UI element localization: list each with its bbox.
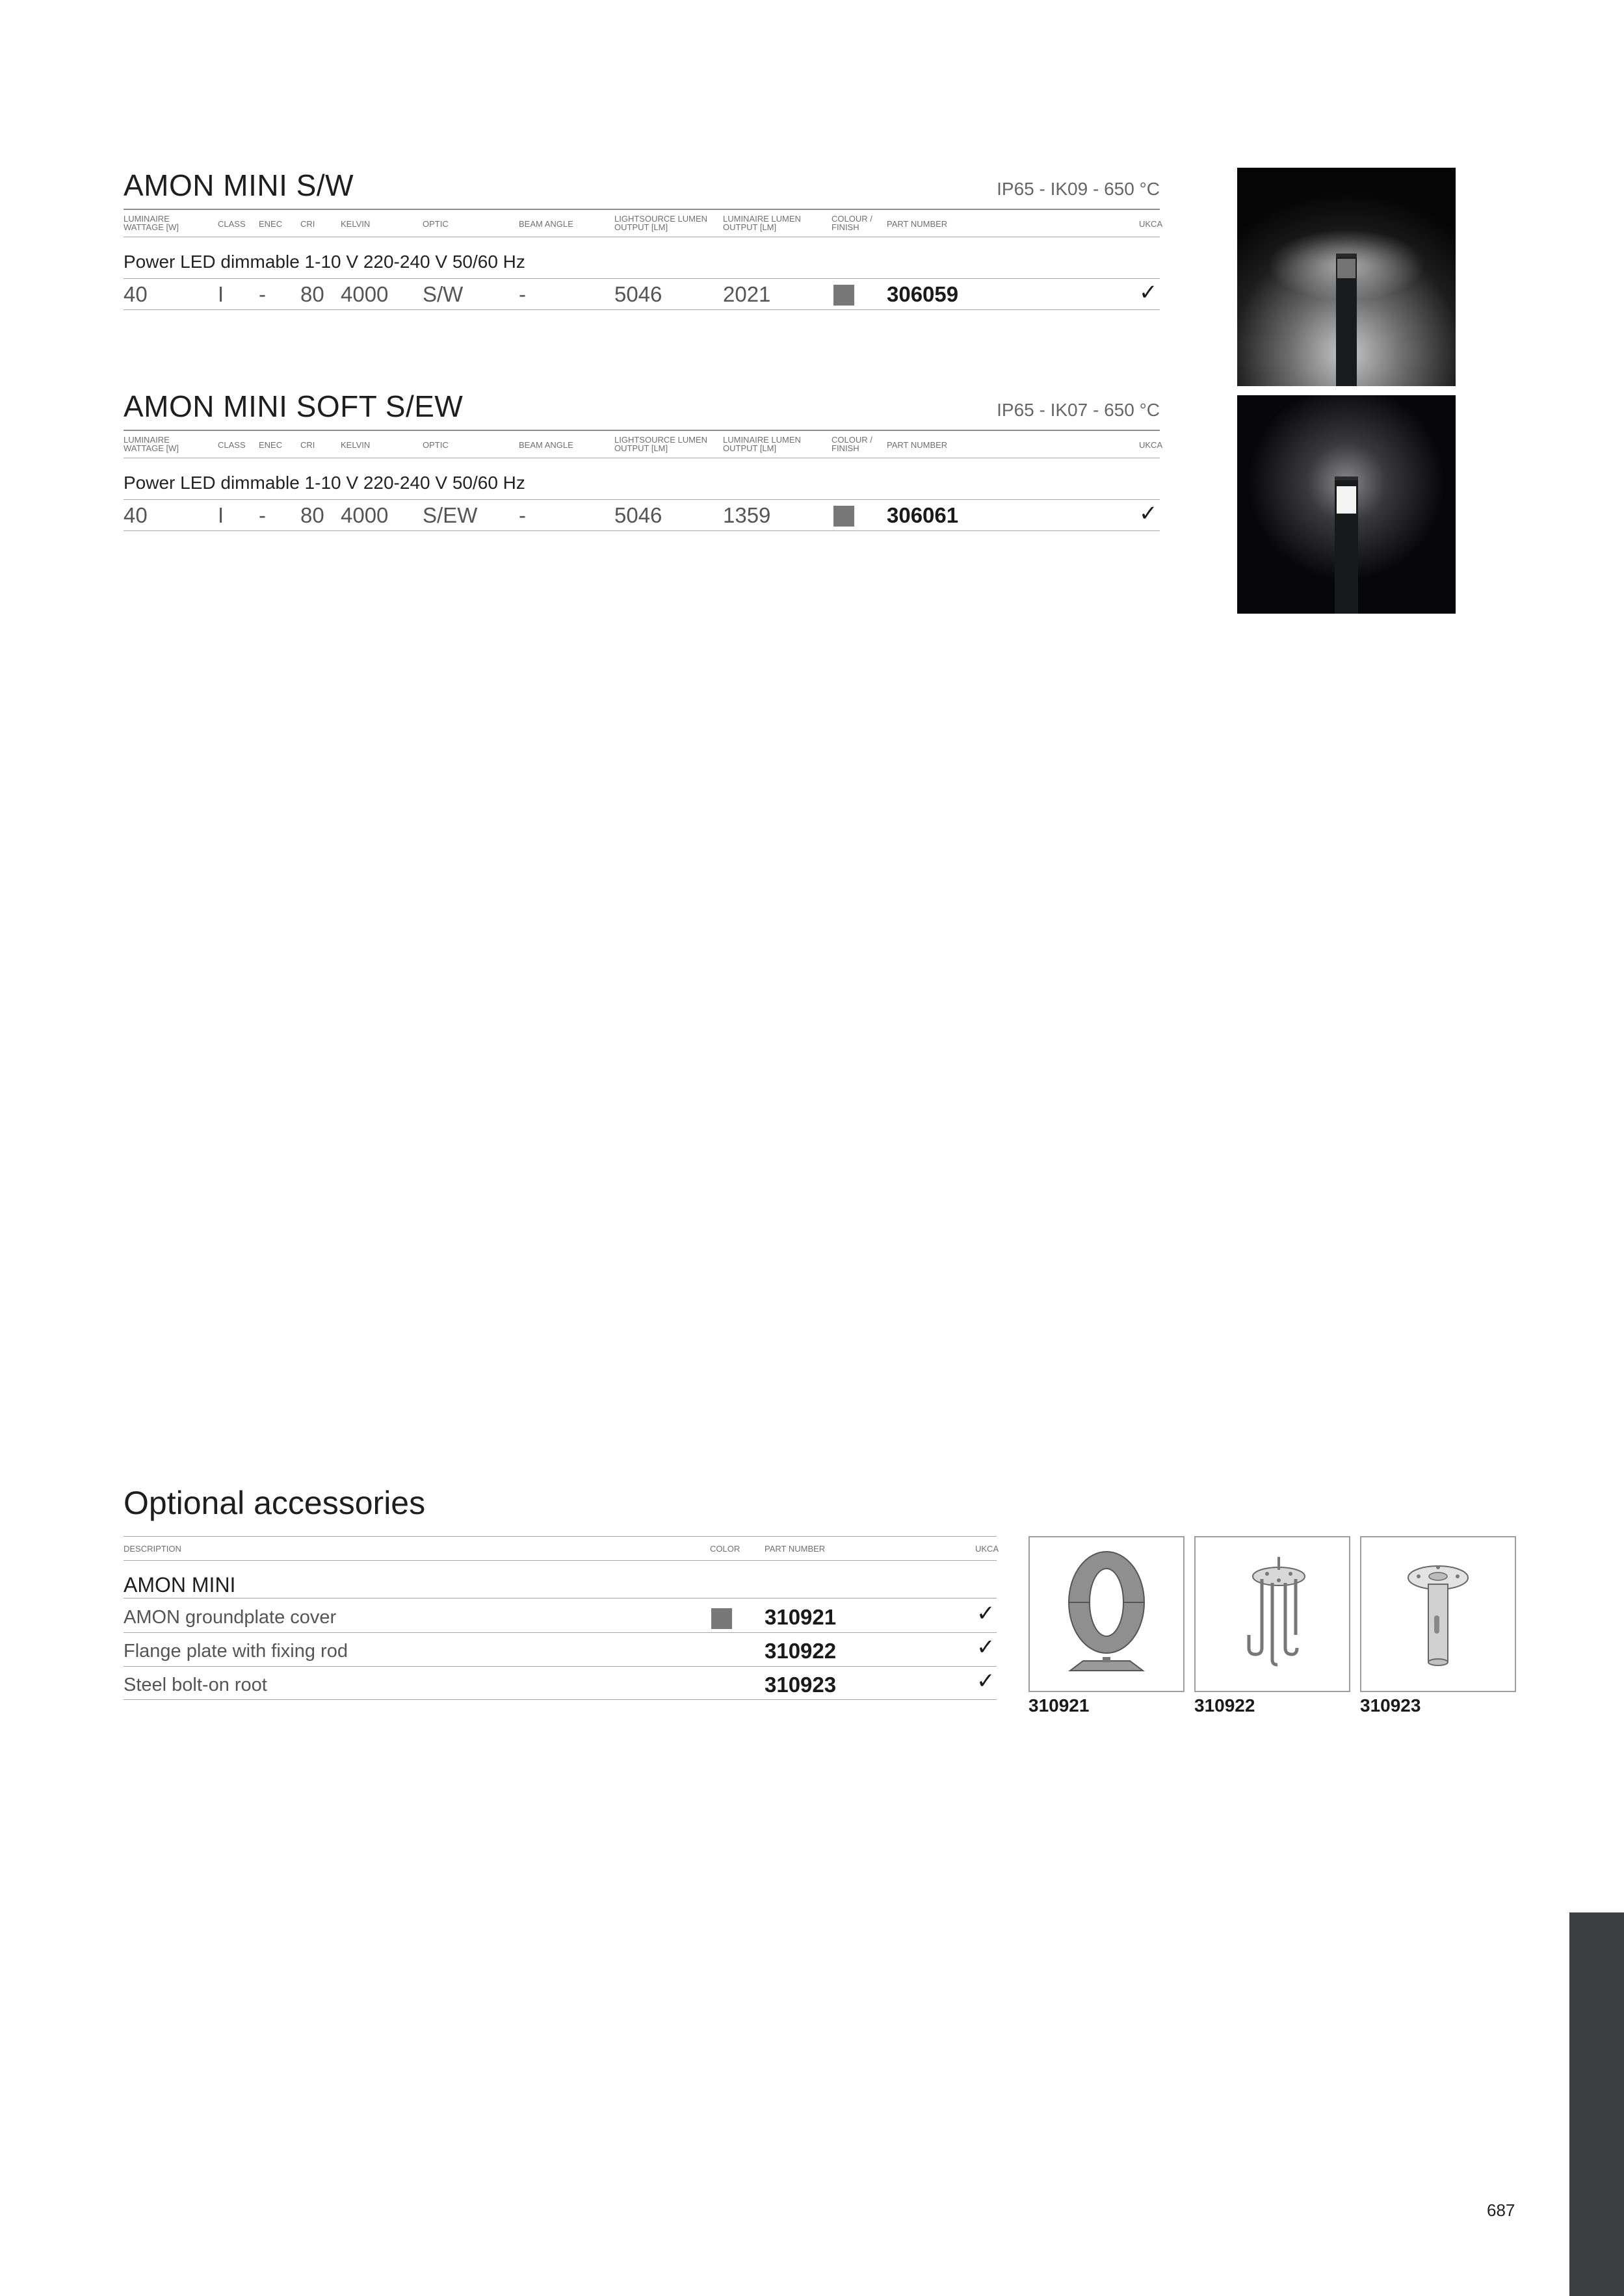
product-description: Power LED dimmable 1-10 V 220-240 V 50/60 Hz	[124, 473, 525, 493]
page-number: 687	[1487, 2200, 1515, 2220]
groundplate-cover-drawing	[1028, 1536, 1185, 1692]
accessory-description: AMON groundplate cover	[124, 1607, 337, 1628]
cell-beam-angle: -	[519, 282, 526, 306]
colour-swatch	[833, 506, 854, 527]
part-number: 306061	[887, 503, 959, 527]
cell-enec: -	[259, 282, 266, 306]
cell-optic: S/W	[423, 282, 464, 306]
cell-lightsource-lumen: 5046	[614, 282, 662, 306]
product-title: AMON MINI S/W	[124, 168, 354, 202]
divider	[124, 1536, 997, 1537]
divider	[124, 1699, 997, 1700]
cell-luminaire-lumen: 1359	[723, 503, 771, 527]
header-optic: OPTIC	[423, 440, 449, 450]
cell-cri: 80	[300, 503, 324, 527]
cell-lightsource-lumen: 5046	[614, 503, 662, 527]
cell-class: I	[218, 282, 224, 306]
accessory-caption: 310922	[1194, 1695, 1255, 1715]
accessory-part-number: 310923	[765, 1673, 837, 1697]
product-rating: IP65 - IK07 - 650 °C	[997, 400, 1160, 420]
product-description: Power LED dimmable 1-10 V 220-240 V 50/60 Hz	[124, 252, 525, 272]
accessory-caption: 310921	[1028, 1695, 1090, 1715]
header-wattage: LUMINAIRE WATTAGE [W]	[124, 214, 179, 232]
cell-kelvin: 4000	[341, 503, 389, 527]
cell-class: I	[218, 503, 224, 527]
colour-swatch	[833, 285, 854, 306]
header-part-number: PART NUMBER	[887, 219, 948, 229]
cell-luminaire-lumen: 2021	[723, 282, 771, 306]
ukca-check-icon: ✓	[1139, 501, 1158, 526]
accessory-description: Flange plate with fixing rod	[124, 1641, 348, 1662]
cell-wattage: 40	[124, 503, 148, 527]
header-part-number: PART NUMBER	[765, 1544, 826, 1554]
header-colour-finish: COLOUR / FINISH	[832, 435, 872, 453]
ukca-check-icon: ✓	[1139, 280, 1158, 305]
header-class: CLASS	[218, 219, 246, 229]
divider	[124, 209, 1160, 210]
side-tab	[1569, 1912, 1624, 2296]
cell-beam-angle: -	[519, 503, 526, 527]
header-beam-angle: BEAM ANGLE	[519, 440, 573, 450]
accessory-part-number: 310921	[765, 1605, 837, 1629]
accessory-part-number: 310922	[765, 1639, 837, 1663]
cell-optic: S/EW	[423, 503, 478, 527]
divider	[124, 530, 1160, 531]
header-kelvin: KELVIN	[341, 440, 371, 450]
header-cri: CRI	[300, 219, 315, 229]
accessories-title: Optional accessories	[124, 1485, 426, 1521]
header-ukca: UKCA	[1139, 440, 1163, 450]
header-lightsource-lumen: LIGHTSOURCE LUMEN OUTPUT [LM]	[614, 435, 708, 453]
header-luminaire-lumen: LUMINAIRE LUMEN OUTPUT [LM]	[723, 435, 801, 453]
header-enec: ENEC	[259, 440, 283, 450]
header-enec: ENEC	[259, 219, 283, 229]
cell-kelvin: 4000	[341, 282, 389, 306]
cell-enec: -	[259, 503, 266, 527]
divider	[124, 430, 1160, 431]
product-rating: IP65 - IK09 - 650 °C	[997, 179, 1160, 199]
header-lightsource-lumen: LIGHTSOURCE LUMEN OUTPUT [LM]	[614, 214, 708, 232]
ukca-check-icon: ✓	[976, 1601, 995, 1626]
header-class: CLASS	[218, 440, 246, 450]
divider	[124, 1666, 997, 1667]
header-beam-angle: BEAM ANGLE	[519, 219, 573, 229]
divider	[124, 278, 1160, 279]
product-photo-sw	[1237, 168, 1456, 386]
accessory-group-title: AMON MINI	[124, 1573, 236, 1597]
header-ukca: UKCA	[1139, 219, 1163, 229]
header-color: COLOR	[710, 1544, 740, 1554]
product-photo-soft-sew	[1237, 395, 1456, 614]
ukca-check-icon: ✓	[976, 1635, 995, 1660]
header-description: DESCRIPTION	[124, 1544, 181, 1554]
colour-swatch	[711, 1608, 732, 1629]
ukca-check-icon: ✓	[976, 1669, 995, 1693]
product-title: AMON MINI SOFT S/EW	[124, 389, 464, 423]
accessory-description: Steel bolt-on root	[124, 1675, 267, 1695]
header-ukca: UKCA	[975, 1544, 999, 1554]
divider	[124, 499, 1160, 500]
header-optic: OPTIC	[423, 219, 449, 229]
header-kelvin: KELVIN	[341, 219, 371, 229]
flange-plate-drawing	[1194, 1536, 1350, 1692]
divider	[124, 309, 1160, 310]
divider	[124, 1632, 997, 1633]
accessory-caption: 310923	[1360, 1695, 1421, 1715]
steel-bolt-on-root-drawing	[1360, 1536, 1516, 1692]
header-colour-finish: COLOUR / FINISH	[832, 214, 872, 232]
divider	[124, 1560, 997, 1561]
cell-cri: 80	[300, 282, 324, 306]
header-wattage: LUMINAIRE WATTAGE [W]	[124, 435, 179, 453]
header-cri: CRI	[300, 440, 315, 450]
cell-wattage: 40	[124, 282, 148, 306]
part-number: 306059	[887, 282, 959, 306]
header-part-number: PART NUMBER	[887, 440, 948, 450]
header-luminaire-lumen: LUMINAIRE LUMEN OUTPUT [LM]	[723, 214, 801, 232]
